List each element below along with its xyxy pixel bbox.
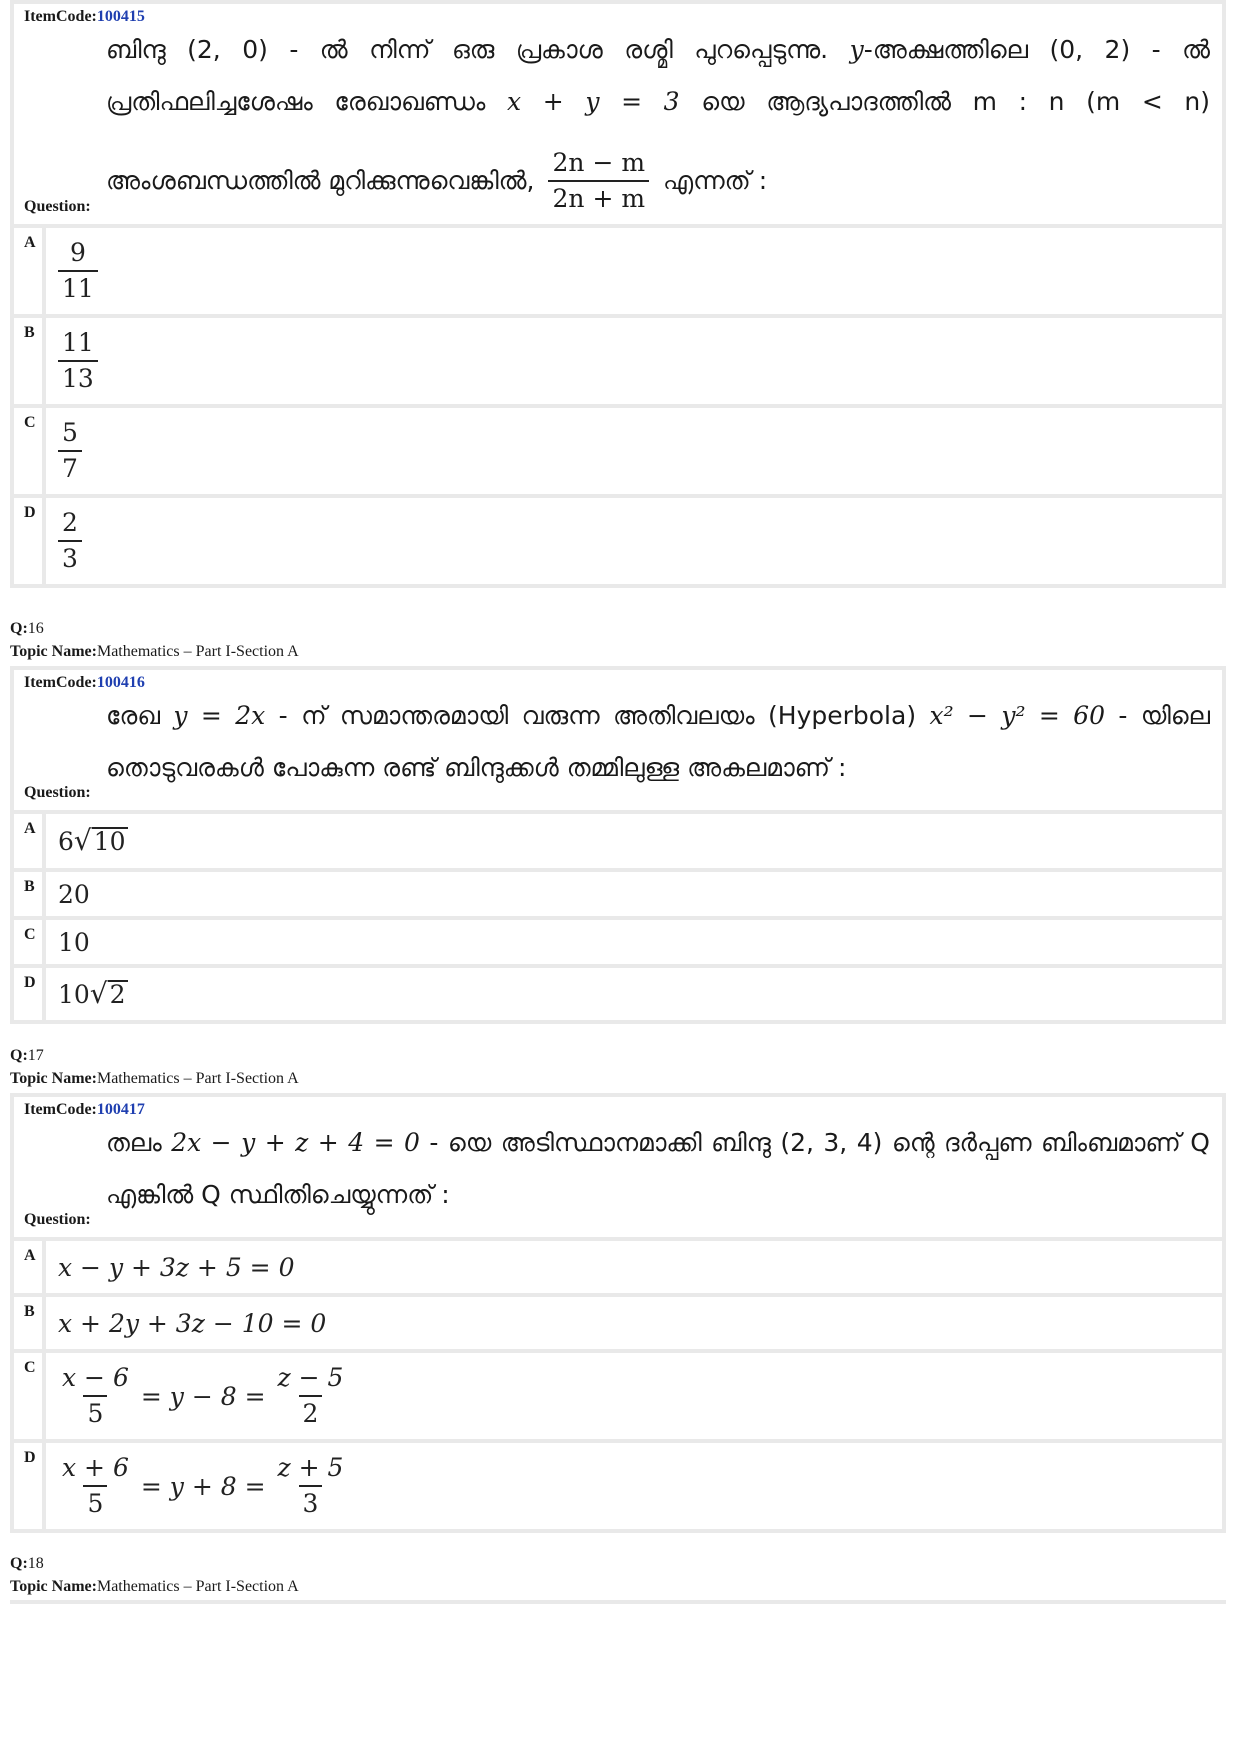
fraction-numerator: z + 5: [277, 1453, 344, 1482]
question-number-value: 16: [27, 620, 44, 637]
question-number: [10, 1047, 44, 1065]
option-letter: C: [14, 1353, 42, 1439]
question-text: - യിലെ: [1118, 701, 1210, 730]
item-code-label: ItemCode:: [24, 8, 97, 25]
question-text: അംശബന്ധത്തിൽ മുറിക്കുന്നുവെങ്കിൽ,: [106, 166, 535, 195]
question-number: [10, 620, 44, 638]
topic-name-value: Mathematics – Part I-Section A: [96, 1070, 299, 1087]
question-number-label: Q:: [10, 1047, 28, 1064]
fraction-denominator: 13: [58, 360, 98, 396]
question-text: - യെ അടിസ്ഥാനമാക്കി ബിന്ദു (2, 3, 4) ന്റെ ദർപ്പണ ബിംബമാണ് Q: [429, 1128, 1210, 1157]
option-letter: C: [14, 920, 42, 964]
topic-name-value: Mathematics – Part I-Section A: [96, 643, 299, 660]
question-15-block: [10, 0, 1226, 588]
question-number-value: 18: [27, 1555, 44, 1572]
fraction: [58, 1451, 133, 1521]
fraction-numerator: 5: [62, 418, 78, 447]
question-line-2: [106, 742, 846, 794]
option-content: 20: [46, 872, 1222, 916]
radicand: 2: [109, 980, 126, 1009]
fraction-denominator: 2: [299, 1395, 323, 1431]
radical-sign: √: [89, 977, 108, 1010]
topic-name-label: Topic Name:: [10, 1070, 97, 1087]
question-label: Question:: [24, 1211, 91, 1228]
equation: y = 2x: [173, 701, 266, 730]
fraction: [58, 506, 82, 576]
topic-name-value: Mathematics – Part I-Section A: [96, 1578, 299, 1595]
fraction-denominator: 11: [58, 270, 98, 306]
topic-name-label: Topic Name:: [10, 643, 97, 660]
question-text: എങ്കിൽ Q സ്ഥിതിചെയ്യുന്നത് :: [106, 1180, 450, 1209]
question-label: Question:: [24, 198, 91, 215]
option-content: x − y + 3z + 5 = 0: [46, 1241, 1222, 1293]
item-code-value: 100415: [96, 8, 145, 25]
square-root: [89, 977, 128, 1010]
option-letter: D: [14, 1443, 42, 1529]
option-coefficient: 10: [58, 979, 90, 1009]
option-content: [46, 814, 1222, 868]
fraction: [274, 1361, 348, 1431]
option-content: 10: [46, 920, 1222, 964]
equation-middle: = y − 8 =: [140, 1381, 266, 1411]
option-letter: D: [14, 498, 42, 584]
fraction-numerator: 9: [69, 238, 86, 267]
option-content: [46, 1353, 1222, 1439]
fraction-denominator: 5: [83, 1395, 107, 1431]
question-17-block: [10, 1093, 1226, 1533]
option-c[interactable]: [14, 408, 1222, 494]
radicand: 10: [93, 827, 126, 856]
question-number-value: 17: [27, 1047, 44, 1064]
item-code-label: ItemCode:: [24, 1101, 97, 1118]
fraction: [58, 236, 98, 306]
fraction-denominator: 7: [58, 450, 82, 486]
topic-name-label: Topic Name:: [10, 1578, 97, 1595]
fraction: [58, 326, 98, 396]
item-code-label: ItemCode:: [24, 674, 97, 691]
question-line-2: [106, 1169, 450, 1221]
option-b[interactable]: [14, 1297, 1222, 1349]
fraction-denominator: 2n + m: [548, 180, 649, 216]
fraction-denominator: 5: [83, 1485, 107, 1521]
question-number: [10, 1555, 44, 1573]
question-text: രേഖ: [106, 701, 161, 730]
question-text: തൊടുവരകൾ പോകുന്ന രണ്ട് ബിന്ദുക്കൾ തമ്മിലുള്ള അകലമാണ് :: [106, 753, 847, 782]
option-letter: B: [14, 1297, 42, 1349]
question-header: [14, 1097, 1222, 1237]
question-text: പ്രതിഫലിച്ചശേഷം രേഖാഖണ്ഡം: [106, 87, 486, 116]
option-letter: A: [14, 228, 42, 314]
option-content: [46, 318, 1222, 404]
question-line-1: [106, 24, 1210, 76]
option-content: [46, 1443, 1222, 1529]
fraction: [58, 416, 82, 486]
option-content: [46, 498, 1222, 584]
fraction-numerator: 2n − m: [552, 148, 646, 177]
question-number-label: Q:: [10, 1555, 28, 1572]
question-text: യെ ആദ്യപാദത്തിൽ m : n (m < n): [701, 87, 1211, 116]
option-letter: C: [14, 408, 42, 494]
topic-name: [10, 1578, 299, 1596]
item-code-value: 100416: [96, 674, 145, 691]
question-text: -അക്ഷത്തിലെ (0, 2) - ൽ: [863, 35, 1210, 64]
option-d[interactable]: [14, 1443, 1222, 1529]
option-letter: A: [14, 814, 42, 868]
question-text: - ന് സമാന്തരമായി വരുന്ന അതിവലയം (Hyperbola): [278, 701, 917, 730]
divider: [10, 1600, 1226, 1604]
question-line-3: [106, 146, 767, 216]
option-a[interactable]: [14, 228, 1222, 314]
option-letter: A: [14, 1241, 42, 1293]
fraction-denominator: 3: [299, 1485, 323, 1521]
option-letter: D: [14, 968, 42, 1020]
option-letter: B: [14, 872, 42, 916]
option-a[interactable]: [14, 1241, 1222, 1293]
option-d[interactable]: [14, 498, 1222, 584]
fraction-numerator: x − 6: [62, 1363, 129, 1392]
fraction: [274, 1451, 348, 1521]
equation: x + y = 3: [507, 87, 680, 116]
topic-name: [10, 1070, 299, 1088]
equation: x² − y² = 60: [929, 701, 1105, 730]
option-a[interactable]: [14, 814, 1222, 868]
question-number-label: Q:: [10, 620, 28, 637]
option-content: [46, 408, 1222, 494]
question-label: Question:: [24, 784, 91, 801]
square-root: [73, 824, 128, 857]
option-content: [46, 968, 1222, 1020]
fraction-numerator: 11: [62, 328, 94, 357]
option-coefficient: 6: [58, 826, 74, 856]
question-16-block: [10, 666, 1226, 1024]
fraction-numerator: z − 5: [277, 1363, 344, 1392]
fraction-denominator: 3: [58, 540, 82, 576]
question-text: തലം: [106, 1128, 162, 1157]
question-header: [14, 670, 1222, 810]
variable: y: [849, 35, 864, 64]
question-line-1: [106, 1117, 1210, 1169]
option-content: [46, 228, 1222, 314]
option-b[interactable]: [14, 318, 1222, 404]
fraction-numerator: x + 6: [62, 1453, 129, 1482]
equation: 2x − y + z + 4 = 0: [171, 1128, 420, 1157]
option-content: x + 2y + 3z − 10 = 0: [46, 1297, 1222, 1349]
question-line-2: [106, 76, 1210, 128]
question-header: [14, 4, 1222, 224]
option-b[interactable]: [14, 872, 1222, 916]
question-text: എന്നത് :: [663, 166, 768, 195]
fraction: [548, 146, 649, 216]
item-code-value: 100417: [96, 1101, 145, 1118]
option-c[interactable]: [14, 920, 1222, 964]
fraction: [58, 1361, 133, 1431]
question-line-1: [106, 690, 1210, 742]
option-letter: B: [14, 318, 42, 404]
option-d[interactable]: [14, 968, 1222, 1020]
topic-name: [10, 643, 299, 661]
option-c[interactable]: [14, 1353, 1222, 1439]
equation-middle: = y + 8 =: [140, 1471, 266, 1501]
radical-sign: √: [73, 824, 92, 857]
fraction-numerator: 2: [62, 508, 78, 537]
question-text: ബിന്ദു (2, 0) - ൽ നിന്ന് ഒരു പ്രകാശ രശ്മി പുറപ്പെടുന്നു.: [106, 35, 829, 64]
